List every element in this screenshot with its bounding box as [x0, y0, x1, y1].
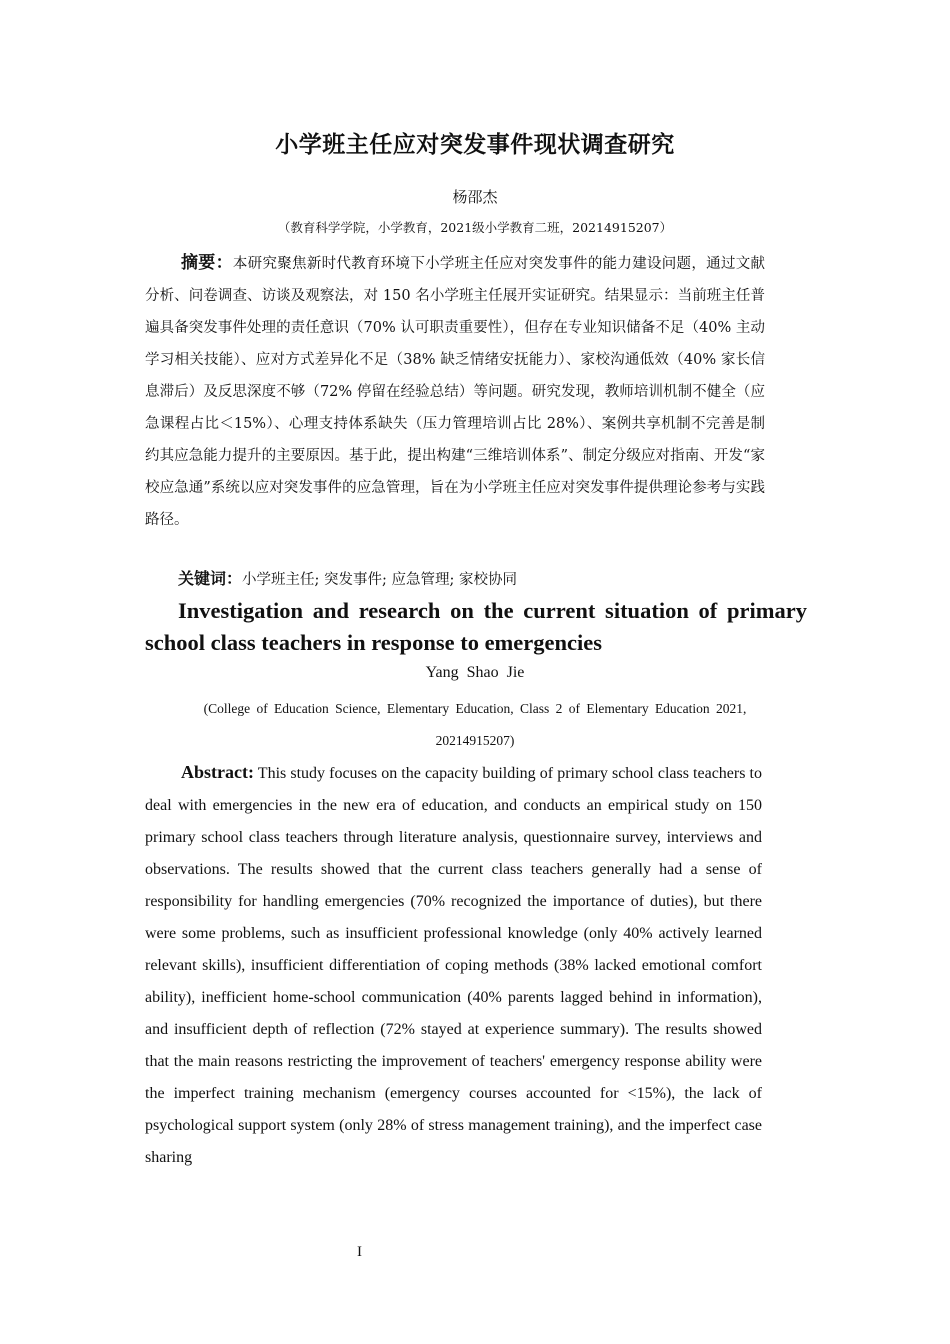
english-author: Yang Shao Jie	[425, 664, 525, 681]
chinese-keywords	[178, 566, 517, 593]
chinese-author: 杨邵杰	[452, 188, 498, 206]
chinese-abstract	[145, 247, 765, 536]
english-affiliation: (College of Education Science, Elementary Education, Class 2 of Elementary Education 2021, 20214915207)	[203, 701, 747, 748]
chinese-keywords-text: 小学班主任; 突发事件; 应急管理; 家校协同	[242, 572, 517, 588]
english-abstract	[145, 756, 762, 1174]
english-title: Investigation and research on the current situation of primary school class teachers in response to emergencies	[145, 598, 807, 655]
chinese-abstract-label: 摘要：	[181, 253, 233, 273]
chinese-title: 小学班主任应对突发事件现状调查研究	[275, 132, 675, 158]
english-abstract-label: Abstract:	[181, 762, 254, 782]
english-abstract-text: This study focuses on the capacity building of primary school class teachers to deal with emergencies in the new era of education, and conducts an empirical study on 150 primary school class teachers through literature analysis, questionnaire survey, interviews and observations. The results showed that the current class teachers generally had a sense of responsibility for handling emergencies (70% recognized the importance of duties), but there were some problems, such as insufficient professional knowledge (only 40% actively learned relevant skills), insufficient differentiation of coping methods (38% lacked emotional comfort ability), inefficient home-school communication (40% parents lagged behind in information), and insufficient depth of reflection (72% stayed at experience summary). The results showed that the main reasons restricting the improvement of teachers' emergency response ability were the imperfect training mechanism (emergency courses accounted for <15%), the lack of psychological support system (only 28% of stress management training), and the imperfect case sharing	[145, 765, 762, 1166]
page-number: I	[357, 1244, 362, 1260]
chinese-abstract-text: 本研究聚焦新时代教育环境下小学班主任应对突发事件的能力建设问题，通过文献分析、问卷调查、访谈及观察法，对 150 名小学班主任展开实证研究。结果显示：当前班主任普遍具备突发事件处理的责任意识（70% 认可职责重要性），但存在专业知识储备不足（40% 主动学习相关技能）、应对方式差异化不足（38% 缺乏情绪安抚能力）、家校沟通低效（40% 家长信息滞后）及反思深度不够（72% 停留在经验总结）等问题。研究发现，教师培训机制不健全（应急课程占比＜15%）、心理支持体系缺失（压力管理培训占比 28%）、案例共享机制不完善是制约其应急能力提升的主要原因。基于此，提出构建“三维培训体系”、制定分级应对指南、开发“家校应急通”系统以应对突发事件的应急管理，旨在为小学班主任应对突发事件提供理论参考与实践路径。	[145, 256, 766, 528]
chinese-keywords-label: 关键词：	[178, 569, 243, 588]
chinese-affiliation: （教育科学学院，小学教育，2021级小学教育二班，20214915207）	[277, 220, 673, 235]
